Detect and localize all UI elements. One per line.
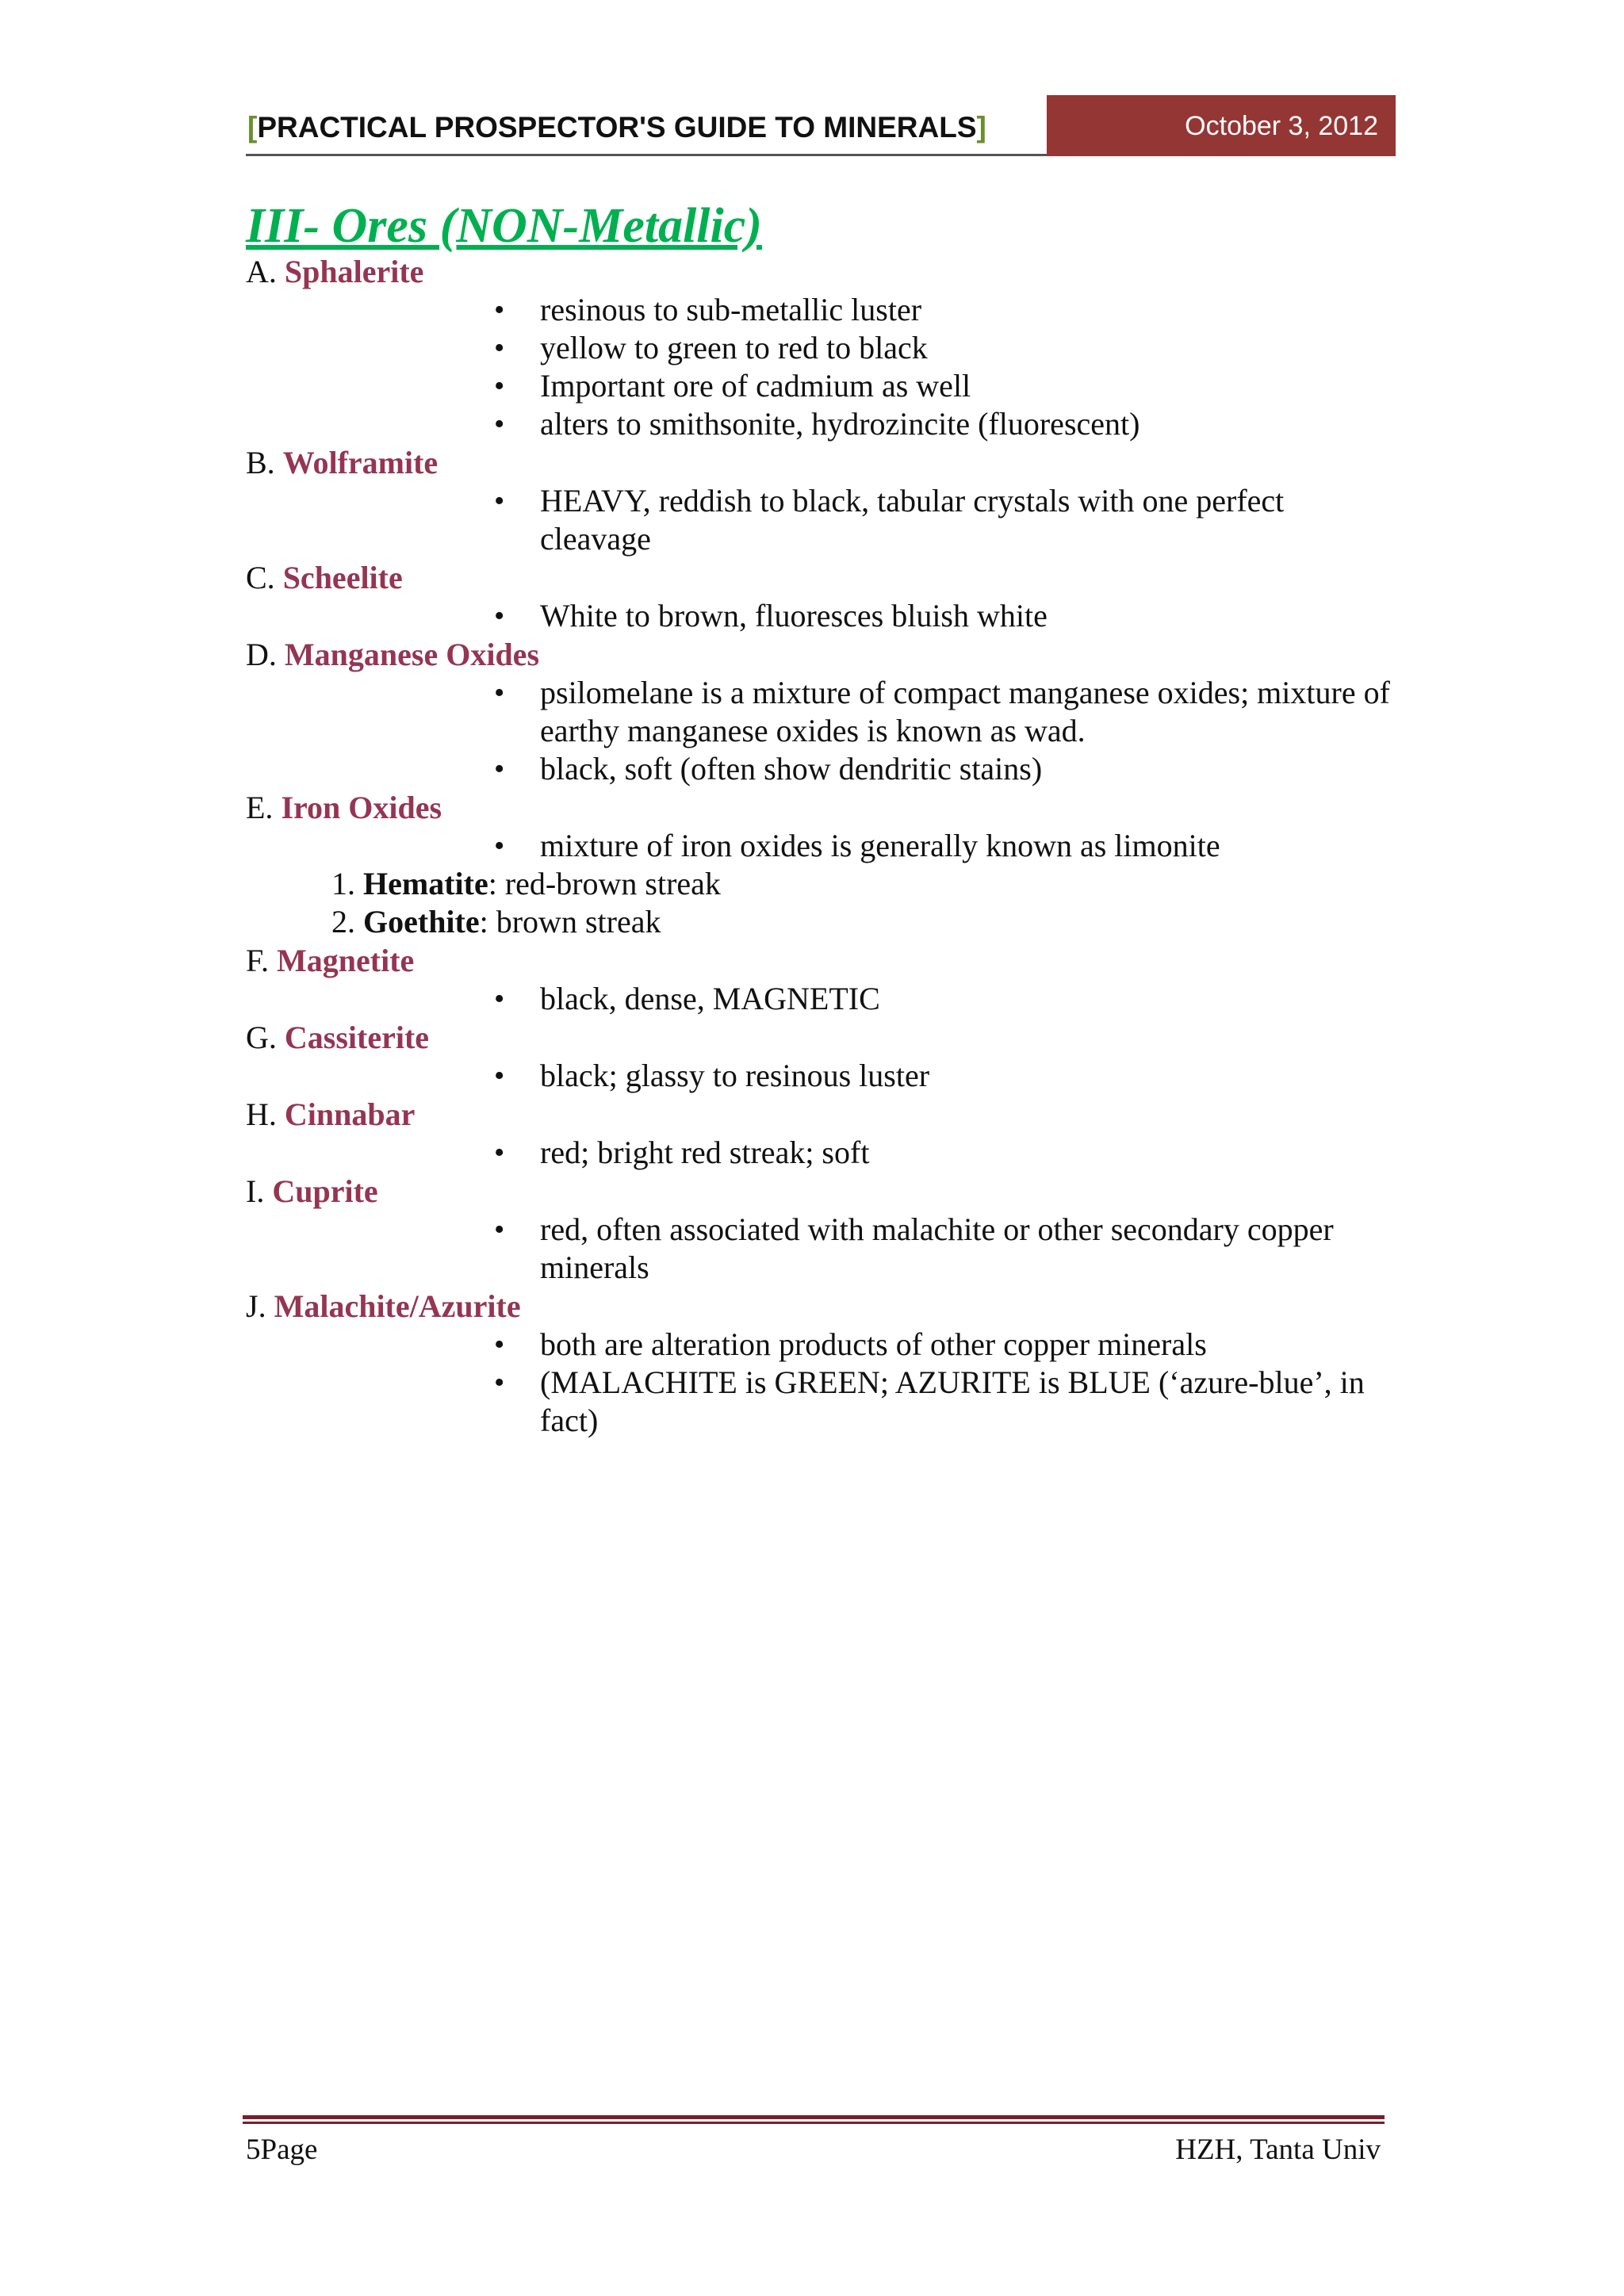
mineral-heading <box>246 1018 1396 1057</box>
mineral-heading <box>246 443 1396 482</box>
page-number: 5Page <box>246 2133 318 2166</box>
mineral-name: Sphalerite <box>284 254 424 289</box>
bullet-item: • black, dense, MAGNETIC <box>540 980 1396 1018</box>
bullet-item: • Important ore of cadmium as well <box>540 367 1396 405</box>
mineral-name: Malachite/Azurite <box>274 1288 521 1324</box>
numbered-item <box>331 903 1396 941</box>
section-title: III- Ores (NON-Metallic) <box>246 199 762 253</box>
bullet-list <box>246 674 1396 788</box>
mineral-letter: A. <box>246 254 277 289</box>
bullet-item: • White to brown, fluoresces bluish white <box>540 597 1396 635</box>
sub-mineral-desc: : red-brown streak <box>488 866 721 901</box>
mineral-letter: G. <box>246 1020 277 1055</box>
numbered-item <box>331 865 1396 903</box>
numbered-list <box>246 865 1396 941</box>
mineral-heading <box>246 558 1396 597</box>
bullet-item: • resinous to sub-metallic luster <box>540 291 1396 329</box>
mineral-heading <box>246 1287 1396 1326</box>
bullet-item: • red; bright red streak; soft <box>540 1134 1396 1172</box>
bracket-open: [ <box>247 111 258 144</box>
mineral-letter: B. <box>246 445 275 480</box>
bullet-item: • alters to smithsonite, hydrozincite (fluorescent) <box>540 405 1396 443</box>
bullet-item: • (MALACHITE is GREEN; AZURITE is BLUE (‘azure-blue’, in fact) <box>540 1364 1396 1440</box>
mineral-heading <box>246 635 1396 674</box>
mineral-letter: C. <box>246 560 275 595</box>
mineral-heading <box>246 941 1396 980</box>
mineral-letter: H. <box>246 1096 277 1132</box>
bullet-item: • black, soft (often show dendritic stains) <box>540 750 1396 788</box>
bullet-item: • psilomelane is a mixture of compact manganese oxides; mixture of earthy manganese oxides is known as wad. <box>540 674 1396 750</box>
bracket-close: ] <box>976 111 986 144</box>
bullet-list <box>246 597 1396 635</box>
bullet-list <box>246 291 1396 443</box>
mineral-name: Manganese Oxides <box>284 637 540 672</box>
bullet-list <box>246 1134 1396 1172</box>
header-title-area <box>246 95 1047 156</box>
bullet-item: • mixture of iron oxides is generally known as limonite <box>540 827 1396 865</box>
mineral-heading <box>246 788 1396 827</box>
page-header <box>246 95 1396 157</box>
bullet-list <box>246 980 1396 1018</box>
bullet-list <box>246 827 1396 865</box>
mineral-letter: F. <box>246 943 270 978</box>
mineral-name: Magnetite <box>277 943 415 978</box>
bullet-item: • both are alteration products of other copper minerals <box>540 1326 1396 1364</box>
mineral-letter: E. <box>246 790 274 825</box>
mineral-heading <box>246 252 1396 291</box>
sub-mineral-term: Hematite <box>363 866 488 901</box>
footer-author: HZH, Tanta Univ <box>1175 2133 1381 2166</box>
item-number: 2. <box>331 904 355 939</box>
bullet-list <box>246 482 1396 558</box>
mineral-letter: D. <box>246 637 277 672</box>
sub-mineral-term: Goethite <box>363 904 480 939</box>
mineral-heading <box>246 1172 1396 1211</box>
bullet-item: • black; glassy to resinous luster <box>540 1057 1396 1095</box>
sub-mineral-desc: : brown streak <box>479 904 661 939</box>
item-number: 1. <box>331 866 355 901</box>
mineral-letter: I. <box>246 1173 265 1209</box>
bullet-list <box>246 1211 1396 1287</box>
mineral-name: Iron Oxides <box>281 790 442 825</box>
footer-divider <box>243 2115 1385 2119</box>
mineral-name: Wolframite <box>282 445 439 480</box>
bullet-item: • yellow to green to red to black <box>540 329 1396 367</box>
mineral-heading <box>246 1095 1396 1134</box>
mineral-name: Cassiterite <box>284 1020 430 1055</box>
footer-divider-thin <box>243 2122 1385 2124</box>
bullet-list <box>246 1326 1396 1440</box>
bullet-item: • HEAVY, reddish to black, tabular crystals with one perfect cleavage <box>540 482 1396 558</box>
header-date-box <box>1047 95 1396 156</box>
document-title-text: PRACTICAL PROSPECTOR'S GUIDE TO MINERALS <box>257 111 977 144</box>
bullet-list <box>246 1057 1396 1095</box>
document-title <box>247 111 986 144</box>
mineral-name: Cinnabar <box>284 1096 416 1132</box>
document-date: October 3, 2012 <box>1185 111 1378 141</box>
mineral-name: Scheelite <box>282 560 403 595</box>
page-content <box>246 200 1396 1440</box>
bullet-item: • red, often associated with malachite or other secondary copper minerals <box>540 1211 1396 1287</box>
mineral-letter: J. <box>246 1288 266 1324</box>
mineral-name: Cuprite <box>272 1173 378 1209</box>
